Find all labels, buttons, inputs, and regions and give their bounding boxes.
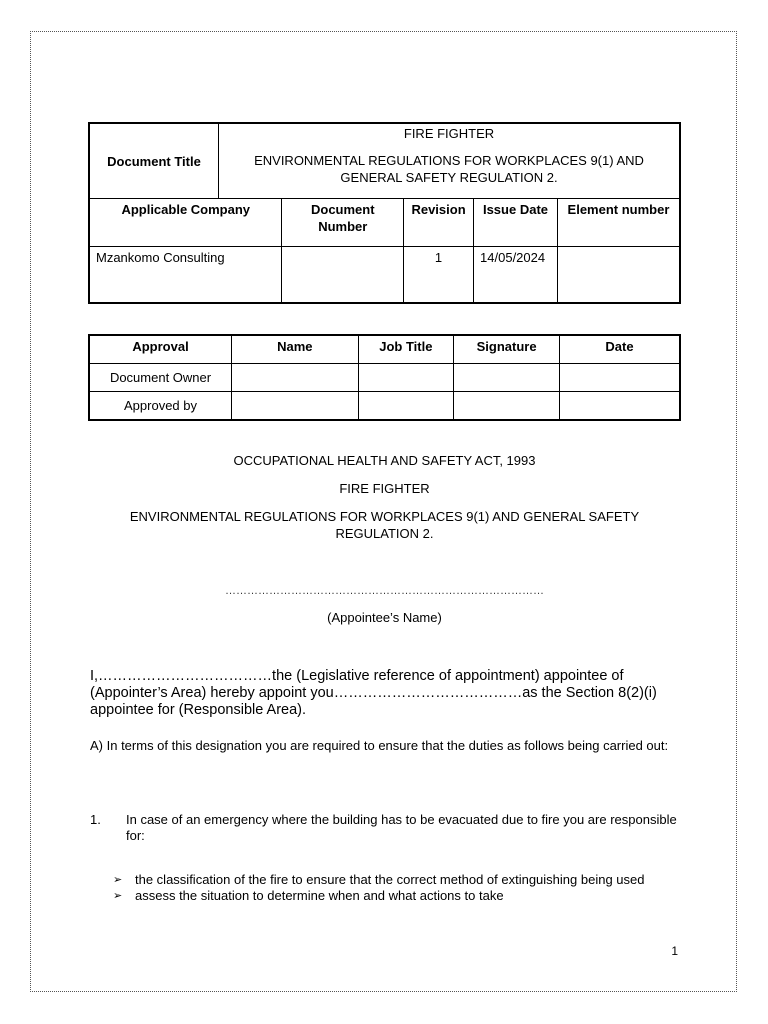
list-item [113, 872, 688, 888]
header-document-number: Document Number [282, 199, 404, 247]
arrow-bullet-icon: ➢ [113, 890, 123, 902]
item-text: In case of an emergency where the building has to be evacuated due to fire you are responsible for: [126, 812, 677, 843]
issue-date-cell: 14/05/2024 [474, 247, 558, 303]
header-signature: Signature [454, 335, 560, 364]
appointee-name-line: …………………………………………………………………………… [225, 585, 544, 597]
revision-cell: 1 [404, 247, 474, 303]
section-a-paragraph: A) In terms of this designation you are required to ensure that the duties as follows being carried out: [90, 738, 669, 753]
header-element-number: Element number [557, 199, 680, 247]
bullet-text: assess the situation to determine when and what actions to take [135, 888, 504, 903]
arrow-bullet-icon: ➢ [113, 874, 123, 886]
name-cell [232, 392, 359, 421]
bullet-text: the classification of the fire to ensure that the correct method of extinguishing being used [135, 872, 645, 887]
act-heading: OCCUPATIONAL HEALTH AND SAFETY ACT, 1993 [233, 453, 536, 468]
date-cell [559, 364, 680, 392]
element-number-cell [557, 247, 680, 303]
page-number: 1 [671, 944, 678, 958]
header-job-title: Job Title [358, 335, 454, 364]
name-cell [232, 364, 359, 392]
row-label-document-owner: Document Owner [89, 364, 232, 392]
header-name: Name [232, 335, 359, 364]
document-title-line1: FIRE FIGHTER [403, 126, 495, 141]
role-heading: FIRE FIGHTER [339, 481, 430, 496]
row-label-approved-by: Approved by [89, 392, 232, 421]
header-applicable-company: Applicable Company [89, 199, 282, 247]
approval-table [88, 334, 681, 421]
date-cell [559, 392, 680, 421]
appointment-paragraph: I,………………………………the (Legislative reference of appointment) appointee of (Appointer’s Area) hereby appoint you…………………………………as the Section 8(2)(i) appointee for (Responsible Area). [90, 668, 657, 718]
document-title-label: Document Title [89, 123, 219, 199]
signature-cell [454, 392, 560, 421]
header-revision: Revision [404, 199, 474, 247]
table-row [89, 392, 680, 421]
signature-cell [454, 364, 560, 392]
regulation-heading: ENVIRONMENTAL REGULATIONS FOR WORKPLACES 9(1) AND GENERAL SAFETY REGULATION 2. [129, 509, 640, 541]
table-row [89, 364, 680, 392]
list-item [113, 888, 688, 904]
bullet-list [113, 872, 688, 904]
header-date: Date [559, 335, 680, 364]
document-title-line2: ENVIRONMENTAL REGULATIONS FOR WORKPLACES 9(1) AND GENERAL SAFETY REGULATION 2. [254, 153, 644, 185]
item-number: 1. [90, 812, 101, 827]
header-issue-date: Issue Date [474, 199, 558, 247]
document-title-value [219, 123, 680, 199]
header-approval: Approval [89, 335, 232, 364]
list-item [90, 812, 682, 844]
company-cell: Mzankomo Consulting [89, 247, 282, 303]
job-title-cell [358, 392, 454, 421]
job-title-cell [358, 364, 454, 392]
appointee-name-label: (Appointee’s Name) [327, 610, 442, 625]
document-number-cell [282, 247, 404, 303]
document-info-table [88, 122, 681, 304]
